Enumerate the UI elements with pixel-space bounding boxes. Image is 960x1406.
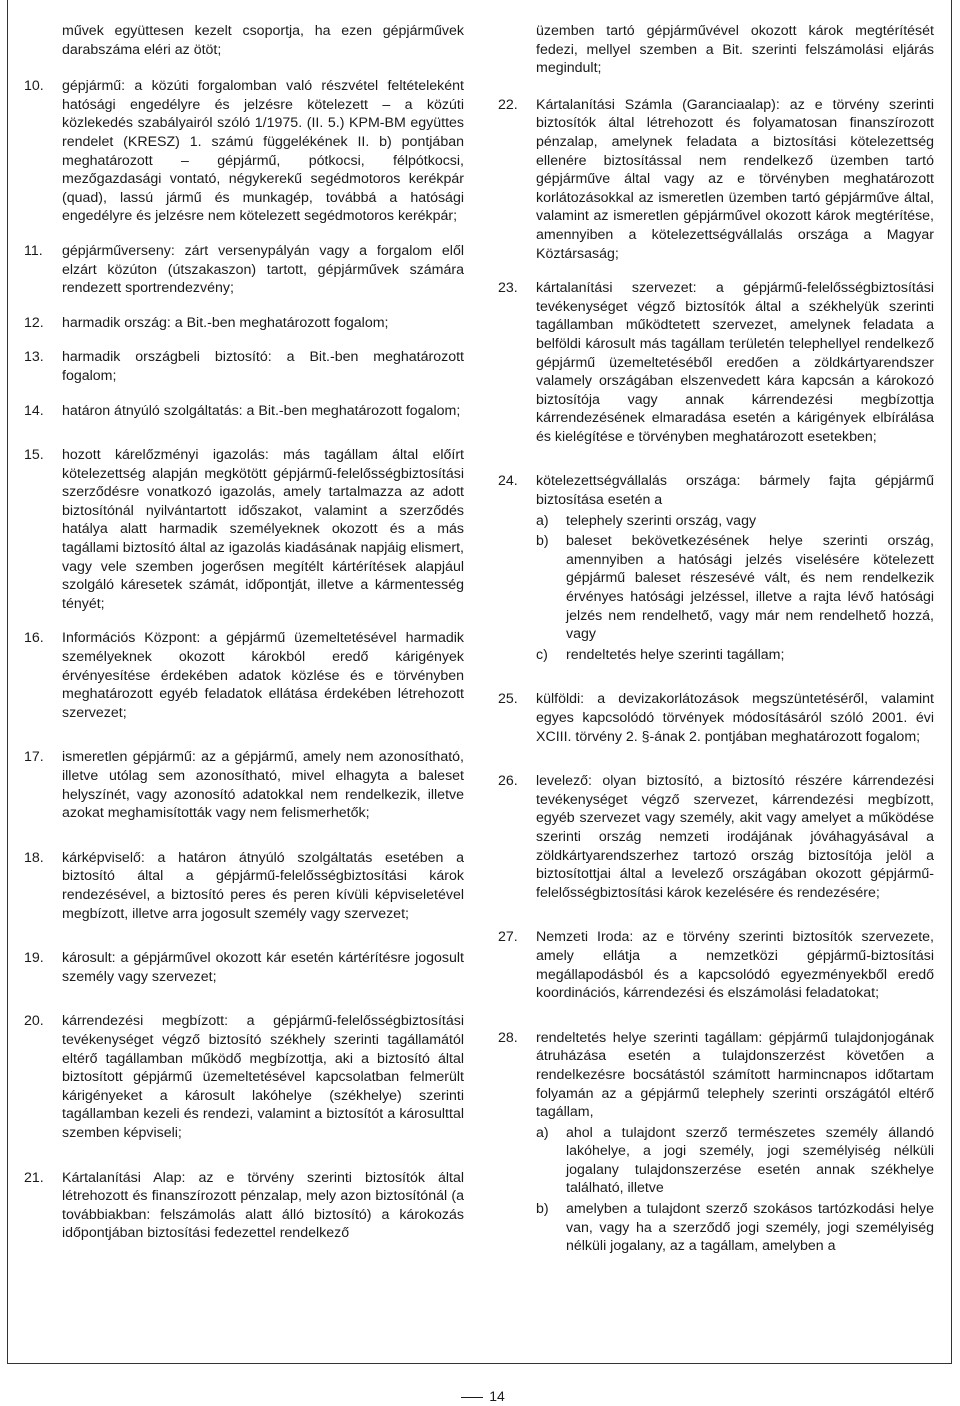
item-number: 23. bbox=[498, 280, 518, 297]
definition-item bbox=[498, 96, 934, 263]
definition-item bbox=[498, 772, 934, 902]
footer-dash-left bbox=[461, 1397, 483, 1398]
definition-item bbox=[498, 928, 934, 1002]
item-text: kötelezettségvállalás országa: bármely fajta gépjármű biztosítása esetén a bbox=[536, 473, 934, 509]
sub-item-label: a) bbox=[536, 1124, 549, 1141]
sub-item-text: baleset bekövetkezésének helye szerinti ország, amennyiben a hatósági jelzés viselésére kötelezett gépjármű baleset részesévé vált, és nem rendelkezik érvényes hatósági jelzéssel, illetve a rajta lévő hatósági jelzés nem rendelhető, vagy már nem rendelhető hozzá, vagy bbox=[566, 533, 934, 643]
left-items-list bbox=[24, 77, 464, 1243]
definition-item bbox=[24, 314, 464, 333]
definition-item bbox=[24, 949, 464, 986]
page-footer bbox=[0, 1388, 960, 1404]
page-number: 14 bbox=[489, 1388, 505, 1404]
item-text: kárképviselő: a határon átnyúló szolgáltatás esetében a biztosító által a gépjármű-felelősségbiztosítási károk rendezésével, a biztosító peres és peren kívüli képviseletével megbízott, illetve arra jogosult személy vagy szervezet; bbox=[62, 849, 464, 922]
item-number: 24. bbox=[498, 473, 518, 490]
item-number: 26. bbox=[498, 773, 518, 790]
sub-item-text: amelyben a tulajdont szerző szokásos tartózkodási helye van, vagy ha a szerződő jogi személy, jogi személyiség nélküli jogalany, az a tagállam, amelyben a bbox=[566, 1201, 934, 1255]
item-number: 27. bbox=[498, 929, 518, 946]
item-number: 16. bbox=[24, 630, 44, 647]
item-text: levelező: olyan biztosító, a biztosító részére kárrendezési tevékenységet végző szervezet, kárrendezési megbízott, egyéb szervezet vagy személy, akit vagy amelyet a működése szerinti ország nemzeti irodájának jóváhagyásával a zöldkártyarendszerhez tartozó ország biztosítója jelöl a biztosítottjai által a levelező országában okozott gépjármű-felelősségbiztosítási károk kezelésére és rendezésére; bbox=[536, 773, 934, 901]
item-number: 15. bbox=[24, 447, 44, 464]
right-intro-text: üzemben tartó gépjárművével okozott károk megtérítését fedezi, mellyel szemben a Bit. szerinti felszámolási eljárás megindult; bbox=[536, 23, 934, 77]
item-text: harmadik országbeli biztosító: a Bit.-ben meghatározott fogalom; bbox=[62, 349, 464, 384]
item-number: 18. bbox=[24, 849, 44, 866]
sub-item bbox=[536, 1124, 934, 1198]
definition-item bbox=[498, 1029, 934, 1256]
sub-item bbox=[536, 532, 934, 644]
definition-item bbox=[24, 849, 464, 923]
item-text: Kártalanítási Számla (Garanciaalap): az e törvény szerinti biztosítók által létrehozott és folyamatosan finanszírozott pénzalap, amelynek feladata a biztosítási kötelezettség ellenére biztosítással nem rendelkező üzemben tartó gépjárműve által vagy az e törvényben meghatározott korlátozásokkal az ismeretlen üzemben tartó gépjárműve által, valamint az ismeretlen gépjárművel okozott károk megtérítése, amennyiben a kötelezettségvállalás országa a Magyar Köztársaság; bbox=[536, 96, 934, 262]
item-number: 12. bbox=[24, 314, 44, 331]
item-text: Információs Központ: a gépjármű üzemeltetésével harmadik személyeknek okozott károkból eredő kárigények érvényesítése érdekében adatok közlése és e törvényben meghatározott egyéb feladatok ellátása érdekében létrehozott szervezet; bbox=[62, 630, 464, 721]
definition-item bbox=[24, 348, 464, 385]
item-text: ismeretlen gépjármű: az a gépjármű, amely nem azonosítható, illetve utólag sem azonosítható, mivel elhagyta a baleset helyszínét, vagy azonosító adatokkal nem rendelkezik, illetve azokat meghamisították vagy nem felismerhetők; bbox=[62, 749, 464, 822]
definition-item bbox=[24, 446, 464, 613]
right-column bbox=[498, 22, 934, 1272]
definition-item bbox=[24, 1012, 464, 1142]
left-column bbox=[24, 22, 464, 1259]
item-text: kártalanítási szervezet: a gépjármű-felelősségbiztosítási tevékenységet végző biztosítók által a székhelyük szerinti tagállamban működtetett szervezet, amelynek feladata a belföldi károsult más tagállam területén telephellyel rendelkező gépjármű üzemeltetéséből eredően a zöldkártyarendszer valamely országában elszenvedett kára kapcsán a károkozó biztosítója vagy annak kárrendezési megbízottja kárrendezésének elmaradása esetén a kárigények elbírálása és kielégítése e törvényben meghatározott esetekben; bbox=[536, 280, 934, 445]
item-number: 21. bbox=[24, 1169, 44, 1186]
item-text: gépjármű: a közúti forgalomban való részvétel feltételeként hatósági engedélyre és jelzésre kötelezett – a közúti közlekedés szabályairól szóló 1/1975. (II. 5.) KPM-BM együttes rendelet (KRESZ) 1. számú függelékének II. b) pontjában meghatározott – gépjármű, pótkocsi, félpótkocsi, mezőgazdasági vontató, négykerekű segédmotoros kerékpár (quad), lassú jármű és munkagép, továbbá a hatósági engedélyre és jelzésre nem kötelezett segédmotoros kerékpár; bbox=[62, 78, 464, 225]
left-intro-text: művek együttesen kezelt csoportja, ha ezen gépjárművek darabszáma eléri az ötöt; bbox=[62, 23, 464, 58]
sub-item-label: a) bbox=[536, 512, 549, 529]
sub-item bbox=[536, 512, 934, 531]
item-text: Nemzeti Iroda: az e törvény szerinti biztosítók szervezete, amely ellátja a nemzetközi gépjármű-biztosítási megállapodásból és a kapcsolódó egyezményekből eredő koordinációs, kárrendezési és elszámolási feladatokat; bbox=[536, 929, 934, 1002]
definition-item bbox=[24, 402, 464, 421]
sub-item bbox=[536, 1200, 934, 1256]
item-number: 10. bbox=[24, 78, 44, 95]
item-number: 22. bbox=[498, 96, 518, 113]
item-text: kárrendezési megbízott: a gépjármű-felelősségbiztosítási tevékenységet végző biztosító székhely szerinti tagállamától eltérő tagállamban működő megbízottja, aki a biztosító által biztosított gépjármű üzemeltetésével kapcsolatban felmerült kárigényeket a károsult lakóhelye (székhelye) szerinti tagállamban kezeli és rendezi, valamint a biztosítót a károsulttal szemben képviseli; bbox=[62, 1013, 464, 1141]
definition-item bbox=[24, 77, 464, 226]
item-text: károsult: a gépjárművel okozott kár esetén kártérítésre jogosult személy vagy szervezet; bbox=[62, 950, 464, 985]
item-number: 11. bbox=[24, 242, 43, 259]
definition-item bbox=[498, 690, 934, 746]
item-text: harmadik ország: a Bit.-ben meghatározott fogalom; bbox=[62, 314, 389, 331]
definition-item bbox=[24, 748, 464, 822]
right-items-list bbox=[498, 96, 934, 1256]
item-number: 20. bbox=[24, 1013, 44, 1030]
item-text: külföldi: a devizakorlátozások megszüntetéséről, valamint egyes kapcsolódó törvények módosításáról szóló 2001. évi XCIII. törvény 2. §-ának 2. pontjában meghatározott fogalom; bbox=[536, 691, 934, 745]
definition-item bbox=[498, 472, 934, 664]
sub-item-text: ahol a tulajdont szerző természetes személy állandó lakóhelye, a jogi személy, jogi személyiség nélküli jogalany tulajdonszerzése esetén annak székhelye található, illetve bbox=[566, 1124, 934, 1197]
item-number: 14. bbox=[24, 402, 44, 419]
item-number: 19. bbox=[24, 950, 44, 967]
item-text: gépjárműverseny: zárt versenypályán vagy a forgalom elől elzárt közúton (útszakaszon) tartott, gépjárművek számára rendezett sportrendezvény; bbox=[62, 242, 464, 297]
sub-item-label: c) bbox=[536, 646, 548, 663]
item-number: 28. bbox=[498, 1029, 518, 1046]
sub-item-label: b) bbox=[536, 533, 549, 550]
item-number: 13. bbox=[24, 349, 44, 366]
sub-item-text: rendeltetés helye szerinti tagállam; bbox=[566, 646, 785, 663]
sub-item-text: telephely szerinti ország, vagy bbox=[566, 512, 757, 529]
definition-item bbox=[24, 629, 464, 722]
item-text: Kártalanítási Alap: az e törvény szerinti biztosítók által létrehozott és finanszírozott pénzalap, mely azon biztosítónál (a továbbiakban: felszámolás alatt álló biztosító) a károkozás időpontjában biztosítási fedezettel rendelkező bbox=[62, 1169, 464, 1242]
sub-item-label: b) bbox=[536, 1201, 549, 1218]
definition-item bbox=[24, 1169, 464, 1243]
definition-item bbox=[498, 279, 934, 446]
item-text: rendeltetés helye szerinti tagállam: gépjármű tulajdonjogának átruházása esetén a tulajdonszerzést követően a rendelkezésre bocsátástól számított harmincnapos időtartam folyamán az a gépjármű telephely szerinti országától eltérő tagállam, bbox=[536, 1029, 934, 1121]
item-number: 17. bbox=[24, 749, 44, 766]
definition-item bbox=[24, 242, 464, 298]
item-text: hozott kárelőzményi igazolás: más tagállam által előírt kötelezettség alapján megkötött gépjármű-felelősségbiztosítási szerződésre vonatkozó igazolás, amely tartalmazza az adott biztosítónál nyilvántartott időszakot, valamint a szerződés hatálya alatt harmadik személyeknek okozott és a más tagállami biztosító által az igazolás kiadásának napjáig elismert, vagy vele szemben jogerősen megítélt kártérítések alapjául szolgáló káresetek számát, időpontját, illetve a kármentesség tényét; bbox=[62, 447, 464, 612]
item-text: határon átnyúló szolgáltatás: a Bit.-ben meghatározott fogalom; bbox=[62, 402, 461, 419]
sub-item bbox=[536, 646, 934, 665]
item-number: 25. bbox=[498, 691, 518, 708]
